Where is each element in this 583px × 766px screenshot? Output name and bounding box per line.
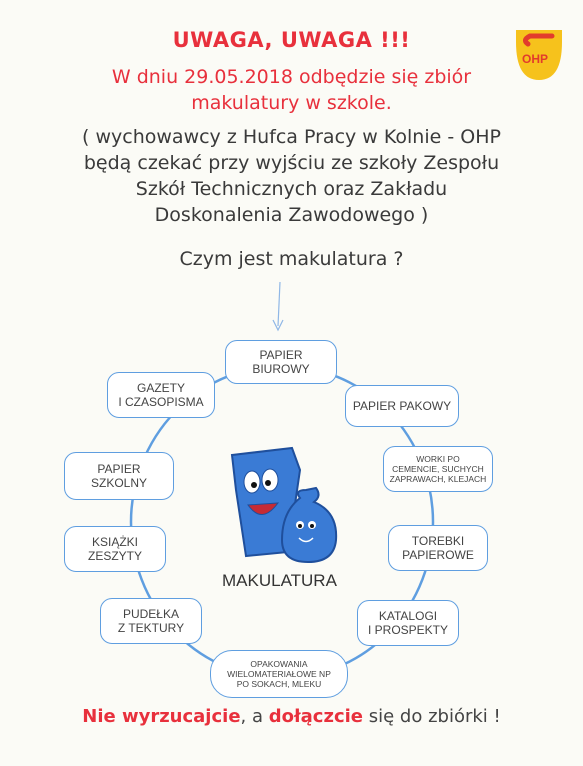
node-worki: WORKI PO CEMENCIE, SUCHYCH ZAPRAWACH, KLEJACH [383,446,493,492]
announcement-line-1: W dniu 29.05.2018 odbędzie się zbiór [111,66,472,88]
node-torebki: TOREBKI PAPIEROWE [388,525,488,571]
warning-title: UWAGA, UWAGA !!! [172,28,411,52]
announcement-line-2: makulatury w szkole. [191,92,392,114]
note-line-3: Szkół Technicznych oraz Zakładu [135,178,448,200]
cta-part-4: się do zbiórki ! [363,706,501,727]
note-line-2: będą czekać przy wyjściu ze szkoły Zespołu [83,152,500,174]
arrow-line [278,282,280,326]
node-papier-biurowy: PAPIER BIUROWY [225,340,337,384]
cta-part-2: , a [240,706,269,727]
note-line-4: Doskonalenia Zawodowego ) [154,204,429,226]
node-katalogi: KATALOGI I PROSPEKTY [357,600,459,646]
node-pudelka: PUDEŁKA Z TEKTURY [100,598,202,644]
note-line-1: ( wychowawcy z Hufca Pracy w Kolnie - OHP [82,126,501,148]
cta-part-1: Nie wyrzucajcie [82,706,241,727]
logo-text: OHP [522,52,549,66]
node-papier-pakowy: PAPIER PAKOWY [345,385,459,427]
node-ksiazki: KSIĄŻKI ZESZYTY [64,526,166,572]
node-opakowania: OPAKOWANIA WIELOMATERIAŁOWE NP PO SOKACH, MLEKU [210,650,348,698]
node-papier-szkolny: PAPIER SZKOLNY [64,452,174,500]
center-label: MAKULATURA [222,571,337,590]
question-heading: Czym jest makulatura ? [179,248,404,270]
cta-part-3: dołączcie [268,706,364,727]
node-gazety: GAZETY I CZASOPISMA [107,372,215,418]
call-to-action [0,706,583,727]
